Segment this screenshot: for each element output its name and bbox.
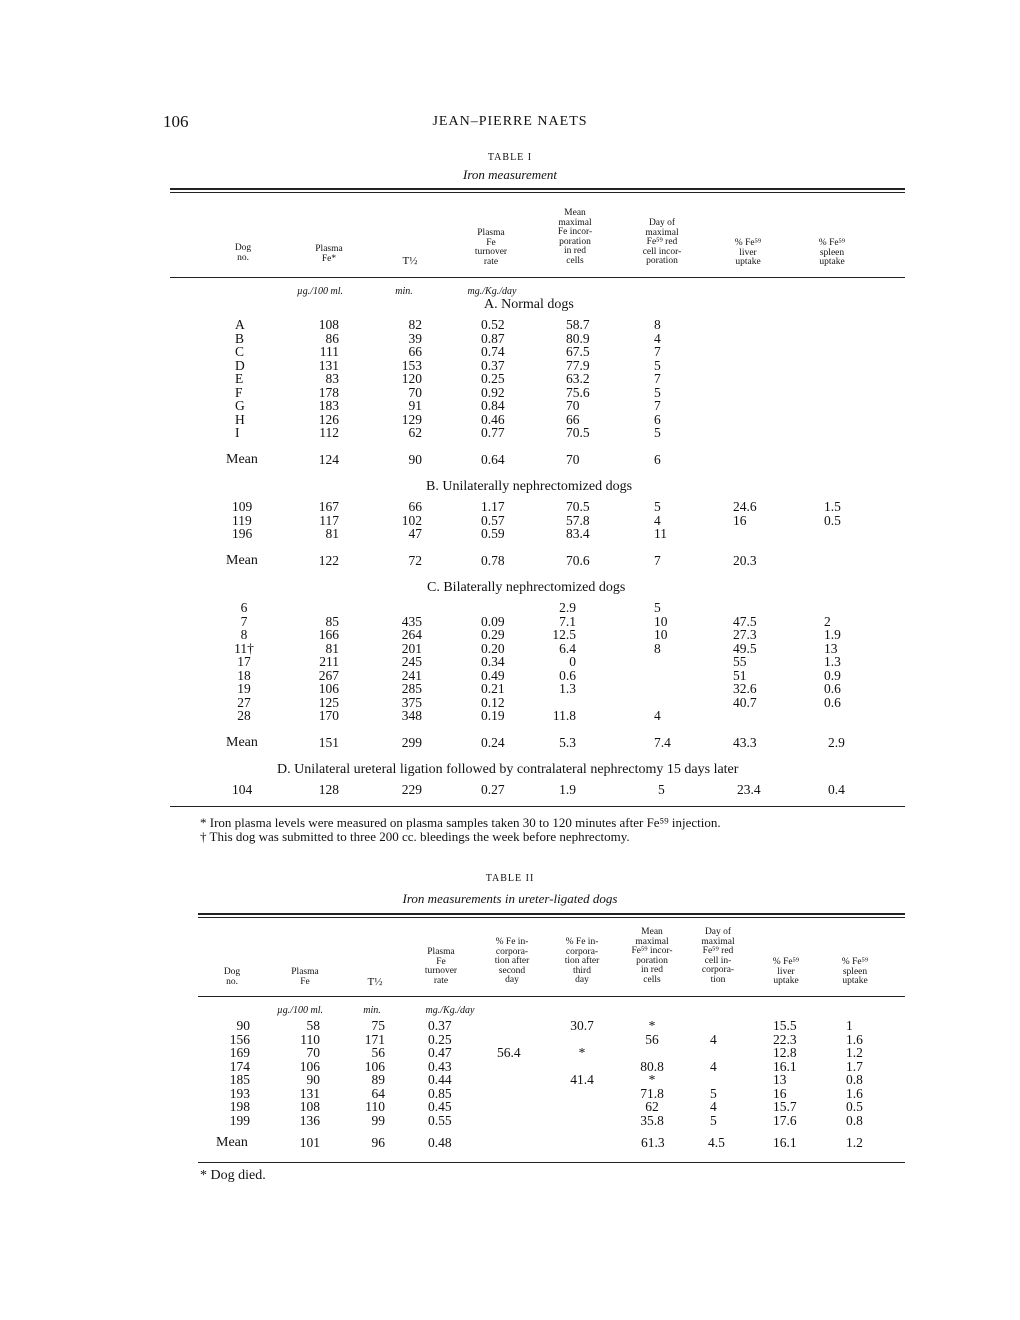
mean-thalf: 96 [371, 1135, 385, 1150]
section-a-meanmax-col: 58.7 80.9 67.5 77.9 63.2 75.6 70 66 70.5 [566, 317, 590, 440]
section-c-daymax-col: 5 10 10 8 4 [654, 600, 668, 723]
header-t-half: T½ [367, 976, 383, 988]
mean-label: Mean [226, 735, 258, 750]
table-2-header-rule [198, 996, 905, 997]
mean-plasma: 122 [318, 553, 339, 568]
mean-turnover: 0.48 [428, 1135, 452, 1150]
section-b-turnover-col: 1.17 0.57 0.59 [481, 499, 505, 541]
section-c-meanmax-col: 2.9 7.1 12.5 6.4 0 0.6 1.3 11.8 [552, 600, 576, 723]
table-1-top-rule [170, 188, 905, 190]
section-c-liver-col: 47.5 27.3 49.5 55 51 32.6 40.7 [733, 613, 757, 710]
mean-turnover: 0.64 [481, 452, 505, 467]
t2-dog-col: 90 156 169 174 185 193 198 199 [229, 1018, 250, 1128]
unit-plasma-fe: µg./100 ml. [296, 286, 344, 297]
header-mean-max: Mean maximal Fe incor- poration in red cells [557, 208, 593, 266]
mean-turnover: 0.78 [481, 553, 505, 568]
row-spleen: 0.4 [828, 782, 845, 797]
t2-daymax-col: 4 4 5 4 5 [710, 1031, 717, 1128]
header-second-day: % Fe in- corpora- tion after second day [494, 937, 530, 986]
header-liver: % Fe⁵⁹ liver uptake [734, 238, 762, 268]
mean-daymax: 7.4 [654, 735, 671, 750]
header-day-max: Day of maximal Fe⁵⁹ red cell incor- poration [642, 218, 682, 267]
section-b-title: B. Unilaterally nephrectomized dogs [426, 479, 633, 494]
unit-t-half: min. [395, 286, 413, 297]
mean-label: Mean [216, 1135, 248, 1150]
unit-turnover: mg./Kg./day [425, 1005, 475, 1016]
mean-plasma: 124 [318, 452, 339, 467]
running-head: JEAN–PIERRE NAETS [432, 114, 588, 129]
table-1-label: TABLE I [487, 152, 533, 163]
mean-meanmax: 70 [566, 452, 580, 467]
unit-t-half: min. [363, 1005, 381, 1016]
mean-spleen: 2.9 [828, 735, 845, 750]
section-c-thalf-col: 435 264 201 245 241 285 375 348 [401, 613, 422, 723]
t2-meanmax-col: * 56 80.8 * 71.8 62 35.8 [640, 1018, 664, 1128]
mean-plasma: 101 [299, 1135, 320, 1150]
table-2-footnote: * Dog died. [200, 1168, 266, 1183]
mean-meanmax: 70.6 [566, 553, 590, 568]
section-c-spleen-col: 2 1.9 13 1.3 0.9 0.6 0.6 [824, 613, 841, 710]
header-turnover: Plasma Fe turnover rate [424, 947, 458, 986]
table-1-footnote-1: * Iron plasma levels were measured on plasma samples taken 30 to 120 minutes after Fe⁵⁹ injection. [200, 815, 721, 830]
mean-label: Mean [226, 452, 258, 467]
page-number: 106 [163, 112, 189, 131]
table-2-bottom-rule [198, 1162, 905, 1163]
mean-meanmax: 5.3 [559, 735, 576, 750]
t2-plasma-col: 58 110 70 106 90 131 108 136 [299, 1018, 320, 1128]
mean-liver: 43.3 [733, 735, 757, 750]
header-plasma-fe: Plasma Fe [291, 967, 319, 987]
table-1-top-rule-2 [170, 192, 905, 193]
mean-meanmax: 61.3 [641, 1135, 665, 1150]
section-b-liver-col: 24.6 16 [733, 499, 757, 528]
section-a-title: A. Normal dogs [484, 297, 574, 312]
t2-spleen-col: 1 1.6 1.2 1.7 0.8 1.6 0.5 0.8 [846, 1018, 863, 1128]
mean-liver: 16.1 [773, 1135, 797, 1150]
section-a-turnover-col: 0.52 0.87 0.74 0.37 0.25 0.92 0.84 0.46 0.77 [481, 317, 505, 440]
header-turnover: Plasma Fe turnover rate [474, 228, 508, 267]
header-mean-max: Mean maximal Fe⁵⁹ incor- poration in red cells [631, 927, 673, 985]
mean-daymax: 6 [654, 452, 661, 467]
section-a-thalf-col: 82 39 66 153 120 70 91 129 62 [401, 317, 422, 440]
mean-daymax: 4.5 [708, 1135, 725, 1150]
unit-plasma-fe: µg./100 ml. [276, 1005, 324, 1016]
section-b-meanmax-col: 70.5 57.8 83.4 [566, 499, 590, 541]
section-a-daymax-col: 8 4 7 5 7 5 7 6 5 [654, 317, 661, 440]
mean-plasma: 151 [318, 735, 339, 750]
section-b-spleen-col: 1.5 0.5 [824, 499, 841, 528]
mean-liver: 20.3 [733, 553, 757, 568]
section-a-plasma-col: 108 86 111 131 83 178 183 126 112 [318, 317, 339, 440]
section-d-title: D. Unilateral ureteral ligation followed by contralateral nephrectomy 15 days later [277, 762, 739, 777]
row-meanmax: 1.9 [559, 782, 576, 797]
table-1-bottom-rule [170, 806, 905, 807]
section-a-dog-col: A B C D E F G H I [235, 317, 245, 440]
header-plasma-fe: Plasma Fe* [315, 244, 343, 264]
mean-label: Mean [226, 553, 258, 568]
header-liver: % Fe⁵⁹ liver uptake [772, 957, 800, 987]
header-dog: Dog no. [223, 967, 241, 987]
table-1-caption: Iron measurement [463, 167, 557, 182]
mean-thalf: 72 [408, 553, 422, 568]
unit-turnover: mg./Kg./day [467, 286, 517, 297]
row-dog: 104 [232, 782, 253, 797]
table-2-caption: Iron measurements in ureter-ligated dogs [402, 891, 618, 906]
header-spleen: % Fe⁵⁹ spleen uptake [841, 957, 869, 987]
mean-daymax: 7 [654, 553, 661, 568]
mean-turnover: 0.24 [481, 735, 505, 750]
section-b-daymax-col: 5 4 11 [654, 499, 667, 541]
mean-thalf: 90 [408, 452, 422, 467]
t2-second-day-col: 56.4 [497, 1045, 521, 1060]
header-spleen: % Fe⁵⁹ spleen uptake [818, 238, 846, 268]
header-t-half: T½ [402, 255, 418, 267]
table-2-top-rule [198, 913, 905, 915]
table-2-label: TABLE II [485, 873, 535, 884]
t2-third-day-col: 30.7 * 41.4 [570, 1018, 594, 1087]
section-c-plasma-col: 85 166 81 211 267 106 125 170 [318, 613, 339, 723]
section-c-title: C. Bilaterally nephrectomized dogs [427, 580, 626, 595]
section-b-dog-col: 109 119 196 [232, 499, 253, 541]
row-liver: 23.4 [737, 782, 761, 797]
section-b-plasma-col: 167 117 81 [318, 499, 339, 541]
row-turnover: 0.27 [481, 782, 505, 797]
t2-thalf-col: 75 171 56 106 89 64 110 99 [364, 1018, 385, 1128]
header-dog: Dog no. [234, 243, 252, 263]
row-plasma: 128 [318, 782, 339, 797]
table-1-header-rule [170, 277, 905, 278]
header-day-max: Day of maximal Fe⁵⁹ red cell in- corpora- tion [701, 927, 735, 985]
section-b-thalf-col: 66 102 47 [401, 499, 422, 541]
header-third-day: % Fe in- corpora- tion after third day [564, 937, 600, 986]
t2-turnover-col: 0.37 0.25 0.47 0.43 0.44 0.85 0.45 0.55 [428, 1018, 452, 1128]
section-c-turnover-col: 0.09 0.29 0.20 0.34 0.49 0.21 0.12 0.19 [481, 613, 505, 723]
table-1-footnote-2: † This dog was submitted to three 200 cc. bleedings the week before nephrectomy. [200, 829, 630, 844]
row-thalf: 229 [401, 782, 422, 797]
t2-liver-col: 15.5 22.3 12.8 16.1 13 16 15.7 17.6 [773, 1018, 797, 1128]
mean-spleen: 1.2 [846, 1135, 863, 1150]
section-c-dog-col: 6 7 8 11† 17 18 19 27 28 [234, 600, 254, 723]
mean-thalf: 299 [401, 735, 422, 750]
row-daymax: 5 [658, 782, 665, 797]
table-2-top-rule-2 [198, 917, 905, 918]
